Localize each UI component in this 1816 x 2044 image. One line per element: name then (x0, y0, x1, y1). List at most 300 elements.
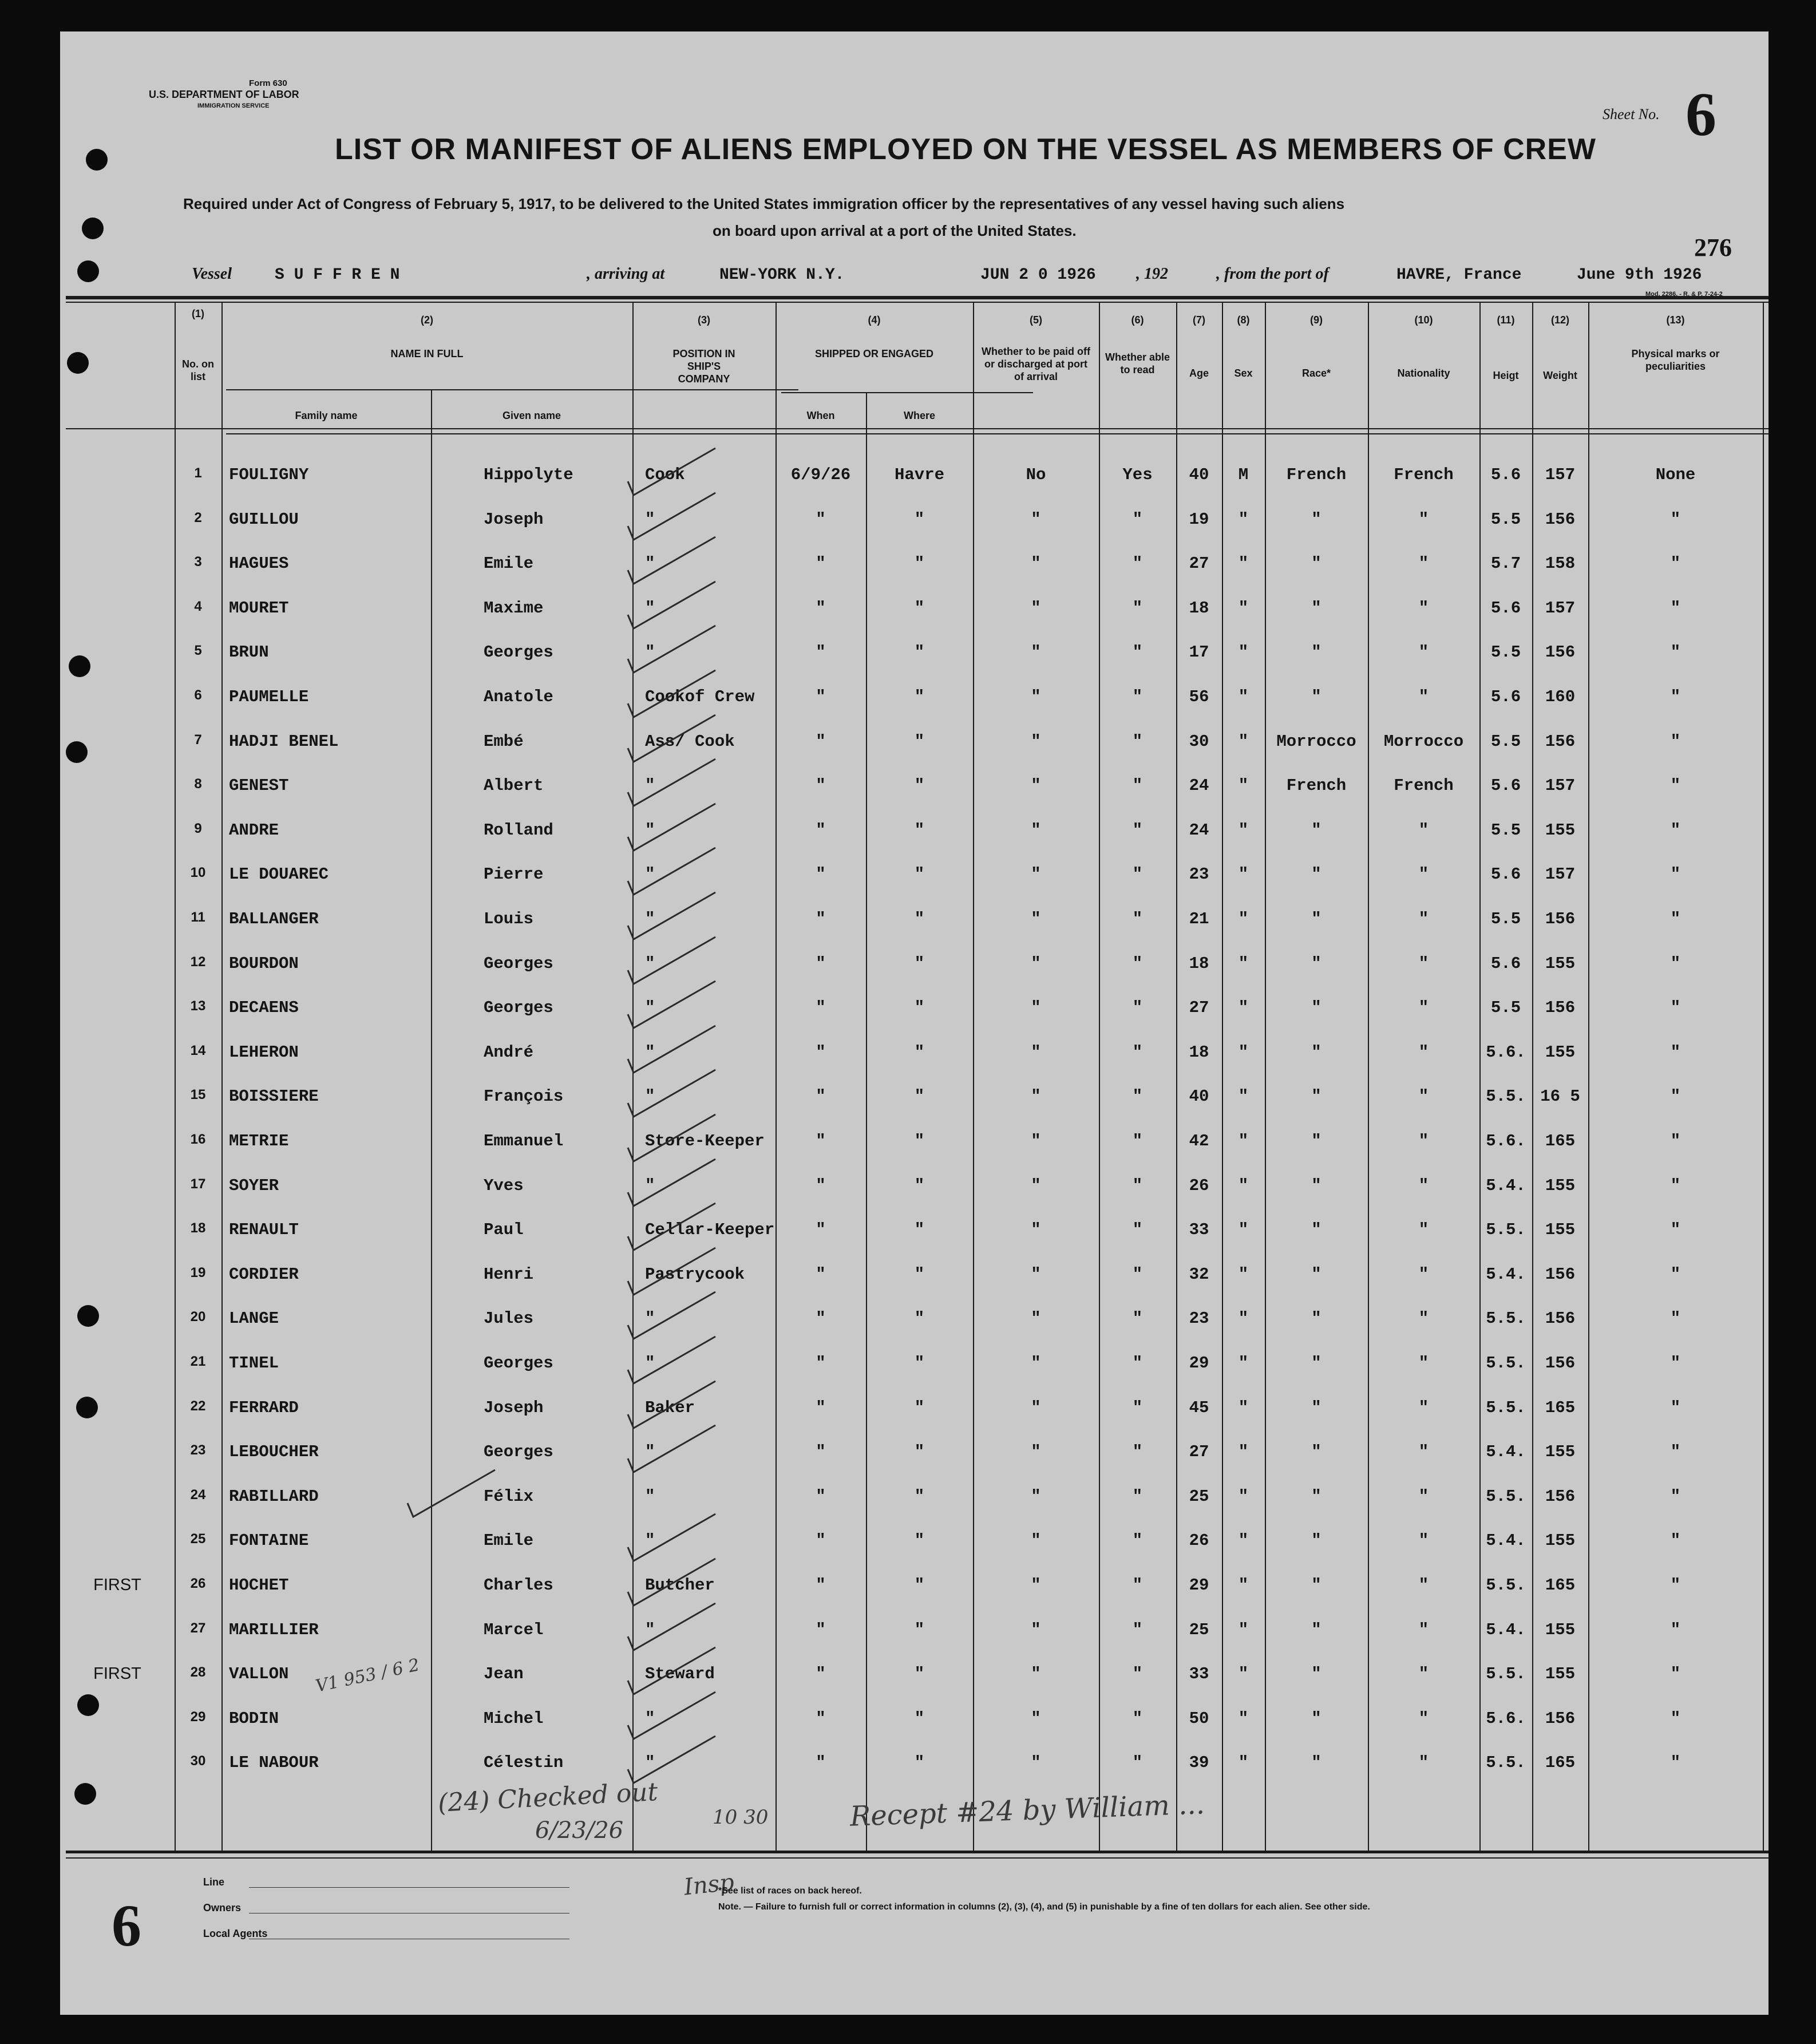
able-to-read-cell: " (1132, 1176, 1143, 1195)
nationality-cell: " (1418, 1665, 1429, 1683)
year-label: , 192 (1136, 265, 1168, 283)
physical-marks-cell: " (1670, 1265, 1681, 1284)
weight-cell: 160 (1545, 687, 1576, 706)
height-cell: 5.6 (1490, 954, 1521, 973)
height-cell: 5.5. (1486, 1576, 1526, 1595)
family-name-cell: LANGE (229, 1309, 279, 1328)
position-cell: Ass/ Cook (645, 732, 735, 751)
physical-marks-cell: " (1670, 776, 1681, 795)
physical-marks-cell: " (1670, 1487, 1681, 1506)
position-cell: " (645, 1531, 655, 1550)
height-cell: 5.5 (1490, 510, 1521, 529)
col-12-num: (12) (1550, 314, 1569, 326)
shipped-where-cell: " (914, 1531, 925, 1550)
weight-cell: 165 (1545, 1576, 1576, 1595)
position-cell: Cookof Crew (645, 687, 755, 706)
row-number-cell: 30 (190, 1753, 206, 1769)
able-to-read-cell: " (1132, 1487, 1143, 1506)
shipped-when-cell: " (816, 687, 826, 706)
age-cell: 40 (1189, 1087, 1209, 1106)
family-name-cell: BOURDON (229, 954, 299, 973)
weight-cell: 156 (1545, 1265, 1576, 1284)
position-cell: " (645, 954, 655, 973)
col-7-num: (7) (1193, 314, 1205, 326)
nationality-cell: French (1394, 465, 1454, 484)
height-cell: 5.6 (1490, 865, 1521, 884)
shipped-where-cell: " (914, 687, 925, 706)
age-cell: 18 (1189, 1043, 1209, 1062)
nationality-cell: " (1418, 687, 1429, 706)
nationality-cell: " (1418, 1265, 1429, 1284)
sheet-label: Sheet No. (1603, 106, 1660, 122)
physical-marks-cell: " (1670, 1087, 1681, 1106)
punch-hole (76, 1397, 98, 1418)
height-cell: 5.4. (1486, 1176, 1526, 1195)
sex-cell: " (1238, 1132, 1249, 1151)
col-8-label: Sex (1234, 367, 1253, 379)
weight-cell: 165 (1545, 1753, 1576, 1772)
row-number-cell: 3 (194, 554, 202, 570)
race-cell: " (1311, 1442, 1322, 1461)
race-cell: " (1311, 554, 1322, 573)
row-number-cell: 2 (194, 510, 202, 525)
shipped-where-cell: " (914, 1398, 925, 1417)
col-divider (1763, 302, 1764, 1853)
punch-hole (86, 149, 108, 171)
departure-date: June 9th 1926 (1577, 266, 1702, 284)
age-cell: 30 (1189, 732, 1209, 751)
table-top-rule (66, 296, 1768, 299)
sex-cell: " (1238, 910, 1249, 928)
given-name-cell: François (484, 1087, 564, 1106)
family-name-cell: DECAENS (229, 998, 299, 1017)
paid-off-cell: " (1031, 1354, 1041, 1373)
position-cell: Baker (645, 1398, 695, 1417)
row-number-cell: 28 (190, 1665, 206, 1680)
nationality-cell: " (1418, 510, 1429, 529)
race-cell: " (1311, 954, 1322, 973)
able-to-read-cell: " (1132, 776, 1143, 795)
physical-marks-cell: " (1670, 1709, 1681, 1728)
height-cell: 5.5 (1490, 732, 1521, 751)
height-cell: 5.5. (1486, 1487, 1526, 1506)
manifest-sheet (60, 31, 1768, 2015)
age-cell: 23 (1189, 1309, 1209, 1328)
arriving-port: NEW-YORK N.Y. (719, 266, 845, 284)
given-name-cell: Maxime (484, 599, 544, 618)
shipped-when-cell: " (816, 998, 826, 1017)
punch-hole (82, 218, 104, 239)
position-cell: " (645, 510, 655, 529)
sex-cell: " (1238, 776, 1249, 795)
shipped-where-cell: " (914, 1709, 925, 1728)
weight-cell: 158 (1545, 554, 1576, 573)
race-cell: " (1311, 998, 1322, 1017)
shipped-when-cell: " (816, 732, 826, 751)
race-cell: " (1311, 1309, 1322, 1328)
nationality-cell: French (1394, 776, 1454, 795)
row-number-cell: 21 (190, 1354, 206, 1369)
nationality-cell: " (1418, 1043, 1429, 1062)
shipped-when-cell: " (816, 1265, 826, 1284)
shipped-when-cell: " (816, 1665, 826, 1683)
family-name-cell: GENEST (229, 776, 289, 795)
paid-off-cell: " (1031, 554, 1041, 573)
race-cell: " (1311, 1265, 1322, 1284)
sex-cell: " (1238, 1220, 1249, 1239)
family-name-cell: RABILLARD (229, 1487, 319, 1506)
row-number-cell: 24 (190, 1487, 206, 1503)
weight-cell: 165 (1545, 1398, 1576, 1417)
position-cell: " (645, 776, 655, 795)
age-cell: 19 (1189, 510, 1209, 529)
height-cell: 5.6 (1490, 465, 1521, 484)
given-name-cell: Jean (484, 1665, 524, 1683)
position-cell: " (645, 1487, 655, 1506)
sex-cell: " (1238, 1487, 1249, 1506)
age-cell: 25 (1189, 1620, 1209, 1639)
sex-cell: " (1238, 1709, 1249, 1728)
col-7-label: Age (1189, 367, 1209, 379)
able-to-read-cell: Yes (1122, 465, 1153, 484)
page-mark: 6 (112, 1893, 141, 1959)
age-cell: 21 (1189, 910, 1209, 928)
height-cell: 5.6. (1486, 1132, 1526, 1151)
height-cell: 5.4. (1486, 1265, 1526, 1284)
given-name-cell: Emile (484, 1531, 534, 1550)
sheet-number: 6 (1686, 81, 1716, 149)
col-10-num: (10) (1414, 314, 1433, 326)
paid-off-cell: " (1031, 1265, 1041, 1284)
height-cell: 5.5. (1486, 1753, 1526, 1772)
shipped-when-cell: " (816, 1620, 826, 1639)
col-6-label: Whether able to read (1105, 351, 1170, 375)
receipt-note: Recept #24 by William ... (849, 1788, 1205, 1833)
col-11-label: Heigt (1493, 370, 1519, 381)
physical-marks-cell: " (1670, 1576, 1681, 1595)
nationality-cell: " (1418, 554, 1429, 573)
row-number-cell: 4 (194, 599, 202, 614)
sex-cell: " (1238, 1087, 1249, 1106)
weight-cell: 156 (1545, 998, 1576, 1017)
position-cell: " (645, 821, 655, 840)
col-4-label: SHIPPED OR ENGAGED (814, 348, 934, 359)
shipped-where-cell: " (914, 821, 925, 840)
paid-off-cell: " (1031, 1709, 1041, 1728)
table-bottom-rule (66, 1851, 1768, 1853)
col-4-num: (4) (868, 314, 881, 326)
weight-cell: 157 (1545, 776, 1576, 795)
shipped-where-cell: " (914, 510, 925, 529)
age-cell: 50 (1189, 1709, 1209, 1728)
position-cell: " (645, 910, 655, 928)
col-3-num: (3) (698, 314, 710, 326)
age-cell: 45 (1189, 1398, 1209, 1417)
given-name-cell: Joseph (484, 510, 544, 529)
paid-off-cell: " (1031, 1309, 1041, 1328)
arrival-date-stamp: JUN 2 0 1926 (980, 266, 1096, 284)
given-name-cell: Louis (484, 910, 534, 928)
position-cell: " (645, 1043, 655, 1062)
given-name-cell: Paul (484, 1220, 524, 1239)
given-name-cell: Albert (484, 776, 544, 795)
height-cell: 5.5. (1486, 1087, 1526, 1106)
weight-cell: 155 (1545, 1442, 1576, 1461)
shipped-where-cell: " (914, 1354, 925, 1373)
physical-marks-cell: " (1670, 554, 1681, 573)
paid-off-cell: " (1031, 1442, 1041, 1461)
sex-cell: " (1238, 1354, 1249, 1373)
race-cell: " (1311, 1753, 1322, 1772)
race-cell: " (1311, 1043, 1322, 1062)
age-cell: 42 (1189, 1132, 1209, 1151)
from-port-label: , from the port of (1216, 265, 1329, 283)
paid-off-cell: " (1031, 1176, 1041, 1195)
row-number-cell: 22 (190, 1398, 206, 1414)
able-to-read-cell: " (1132, 1709, 1143, 1728)
nationality-cell: Morrocco (1383, 732, 1464, 751)
family-name-cell: GUILLOU (229, 510, 299, 529)
shipped-when-cell: " (816, 1398, 826, 1417)
sex-cell: M (1238, 465, 1249, 484)
sex-cell: " (1238, 1576, 1249, 1595)
race-cell: " (1311, 687, 1322, 706)
row-number-cell: 1 (194, 465, 202, 481)
paid-off-cell: " (1031, 1220, 1041, 1239)
family-name-cell: LEBOUCHER (229, 1442, 319, 1461)
header-bottom-rule-2 (226, 433, 1768, 434)
punch-hole (67, 352, 89, 374)
paid-off-cell: " (1031, 1620, 1041, 1639)
nationality-cell: " (1418, 998, 1429, 1017)
punch-hole (77, 1305, 99, 1327)
able-to-read-cell: " (1132, 865, 1143, 884)
sex-cell: " (1238, 865, 1249, 884)
sex-cell: " (1238, 821, 1249, 840)
position-cell: " (645, 1709, 655, 1728)
shipped-where-cell: " (914, 1620, 925, 1639)
shipped-when-cell: 6/9/26 (790, 465, 851, 484)
race-cell: " (1311, 510, 1322, 529)
age-cell: 23 (1189, 865, 1209, 884)
paid-off-cell: " (1031, 732, 1041, 751)
physical-marks-cell: " (1670, 1442, 1681, 1461)
race-cell: " (1311, 865, 1322, 884)
physical-marks-cell: " (1670, 954, 1681, 973)
punch-hole (66, 741, 88, 763)
row-number-cell: 12 (190, 954, 206, 970)
able-to-read-cell: " (1132, 1398, 1143, 1417)
shipped-when-cell: " (816, 1531, 826, 1550)
paid-off-cell: " (1031, 1398, 1041, 1417)
paid-off-cell: " (1031, 865, 1041, 884)
weight-cell: 155 (1545, 821, 1576, 840)
shipped-when-cell: " (816, 821, 826, 840)
shipped-when-cell: " (816, 1709, 826, 1728)
paid-off-cell: " (1031, 998, 1041, 1017)
weight-cell: 155 (1545, 954, 1576, 973)
able-to-read-cell: " (1132, 821, 1143, 840)
col-5-num: (5) (1030, 314, 1042, 326)
sex-cell: " (1238, 1398, 1249, 1417)
age-cell: 32 (1189, 1265, 1209, 1284)
sex-cell: " (1238, 643, 1249, 662)
row-number-cell: 19 (190, 1265, 206, 1280)
physical-marks-cell: " (1670, 1665, 1681, 1683)
col-1-label: No. on list (182, 358, 214, 382)
given-name-cell: Emmanuel (484, 1132, 564, 1151)
col-4-where-sub: Where (903, 410, 935, 421)
subtitle-line-1: Required under Act of Congress of February 5, 1917, to be delivered to the United States immigration officer by the representatives of any vessel having such aliens (183, 195, 1345, 212)
family-name-cell: BALLANGER (229, 910, 319, 928)
physical-marks-cell: " (1670, 1309, 1681, 1328)
able-to-read-cell: " (1132, 1132, 1143, 1151)
line-rule (249, 1887, 569, 1888)
position-cell: " (645, 1620, 655, 1639)
col-2-given-sub: Given name (502, 410, 561, 421)
race-cell: " (1311, 1709, 1322, 1728)
height-cell: 5.5 (1490, 998, 1521, 1017)
row-number-cell: 8 (194, 776, 202, 792)
given-name-cell: Embé (484, 732, 524, 751)
family-name-cell: BRUN (229, 643, 269, 662)
checked-date-note: 6/23/26 (535, 1817, 624, 1844)
age-cell: 29 (1189, 1354, 1209, 1373)
shipped-where-cell: " (914, 599, 925, 618)
shipped-where-cell: " (914, 1487, 925, 1506)
height-cell: 5.6 (1490, 599, 1521, 618)
position-cell: " (645, 1354, 655, 1373)
row-number-cell: 20 (190, 1309, 206, 1325)
given-name-cell: Marcel (484, 1620, 544, 1639)
physical-marks-cell: " (1670, 1354, 1681, 1373)
physical-marks-cell: " (1670, 1531, 1681, 1550)
family-name-cell: FOULIGNY (229, 465, 309, 484)
time-note: 10 30 (713, 1806, 769, 1829)
table-top-rule-2 (66, 302, 1768, 303)
physical-marks-cell: " (1670, 1043, 1681, 1062)
able-to-read-cell: " (1132, 1665, 1143, 1683)
header-sub-rule (226, 389, 798, 390)
manifest-title: LIST OR MANIFEST OF ALIENS EMPLOYED ON THE VESSEL AS MEMBERS OF CREW (335, 133, 1596, 166)
given-name-cell: Joseph (484, 1398, 544, 1417)
sex-cell: " (1238, 732, 1249, 751)
age-cell: 27 (1189, 554, 1209, 573)
col-13-label: Physical marks or peculiarities (1631, 348, 1720, 372)
position-cell: Cellar-Keeper (645, 1220, 775, 1239)
nationality-cell: " (1418, 1220, 1429, 1239)
physical-marks-cell: " (1670, 1620, 1681, 1639)
age-cell: 24 (1189, 776, 1209, 795)
form-number: Form 630 (249, 78, 287, 88)
nationality-cell: " (1418, 1753, 1429, 1772)
nationality-cell: " (1418, 1531, 1429, 1550)
shipped-when-cell: " (816, 910, 826, 928)
shipped-when-cell: " (816, 1309, 826, 1328)
nationality-cell: " (1418, 821, 1429, 840)
given-name-cell: Yves (484, 1176, 524, 1195)
physical-marks-cell: None (1655, 465, 1696, 484)
col-divider (221, 302, 223, 1853)
able-to-read-cell: " (1132, 954, 1143, 973)
col-12-label: Weight (1543, 370, 1577, 381)
age-cell: 24 (1189, 821, 1209, 840)
given-name-cell: Félix (484, 1487, 534, 1506)
height-cell: 5.6. (1486, 1709, 1526, 1728)
nationality-cell: " (1418, 1132, 1429, 1151)
weight-cell: 156 (1545, 510, 1576, 529)
arriving-label: , arriving at (587, 265, 665, 283)
physical-marks-cell: " (1670, 510, 1681, 529)
able-to-read-cell: " (1132, 998, 1143, 1017)
weight-cell: 155 (1545, 1665, 1576, 1683)
row-number-cell: 27 (190, 1620, 206, 1636)
shipped-where-cell: " (914, 1043, 925, 1062)
race-cell: " (1311, 643, 1322, 662)
col-6-num: (6) (1131, 314, 1144, 326)
row-number-cell: 10 (190, 865, 206, 880)
physical-marks-cell: " (1670, 998, 1681, 1017)
col-4-when-sub: When (806, 410, 835, 421)
race-cell: " (1311, 1354, 1322, 1373)
age-cell: 56 (1189, 687, 1209, 706)
physical-marks-cell: " (1670, 865, 1681, 884)
height-cell: 5.5 (1490, 643, 1521, 662)
given-name-cell: Georges (484, 643, 553, 662)
shipped-when-cell: " (816, 1753, 826, 1772)
age-cell: 26 (1189, 1531, 1209, 1550)
shipped-when-cell: " (816, 776, 826, 795)
shipped-where-cell: " (914, 732, 925, 751)
physical-marks-cell: " (1670, 599, 1681, 618)
position-cell: " (645, 1176, 655, 1195)
shipped-where-cell: " (914, 1665, 925, 1683)
shipped-when-cell: " (816, 1220, 826, 1239)
given-name-cell: Georges (484, 1354, 553, 1373)
height-cell: 5.5. (1486, 1354, 1526, 1373)
physical-marks-cell: " (1670, 821, 1681, 840)
family-name-cell: FERRARD (229, 1398, 299, 1417)
physical-marks-cell: " (1670, 643, 1681, 662)
paid-off-cell: " (1031, 910, 1041, 928)
position-cell: Store-Keeper (645, 1132, 765, 1151)
race-cell: " (1311, 1531, 1322, 1550)
physical-marks-cell: " (1670, 1398, 1681, 1417)
family-name-cell: BOISSIERE (229, 1087, 319, 1106)
service-label: IMMIGRATION SERVICE (197, 102, 270, 109)
height-cell: 5.5. (1486, 1220, 1526, 1239)
nationality-cell: " (1418, 1442, 1429, 1461)
able-to-read-cell: " (1132, 1265, 1143, 1284)
given-name-cell: Charles (484, 1576, 553, 1595)
sex-cell: " (1238, 1442, 1249, 1461)
shipped-when-cell: " (816, 1043, 826, 1062)
family-name-cell: LE NABOUR (229, 1753, 319, 1772)
col-9-label: Race* (1301, 367, 1331, 379)
physical-marks-cell: " (1670, 687, 1681, 706)
given-name-cell: André (484, 1043, 534, 1062)
able-to-read-cell: " (1132, 643, 1143, 662)
race-cell: Morrocco (1276, 732, 1356, 751)
physical-marks-cell: " (1670, 1132, 1681, 1151)
shipped-where-cell: " (914, 910, 925, 928)
height-cell: 5.5. (1486, 1398, 1526, 1417)
weight-cell: 156 (1545, 1309, 1576, 1328)
shipped-when-cell: " (816, 865, 826, 884)
given-name-cell: Georges (484, 998, 553, 1017)
shipped-when-cell: " (816, 599, 826, 618)
col-11-num: (11) (1497, 314, 1515, 326)
